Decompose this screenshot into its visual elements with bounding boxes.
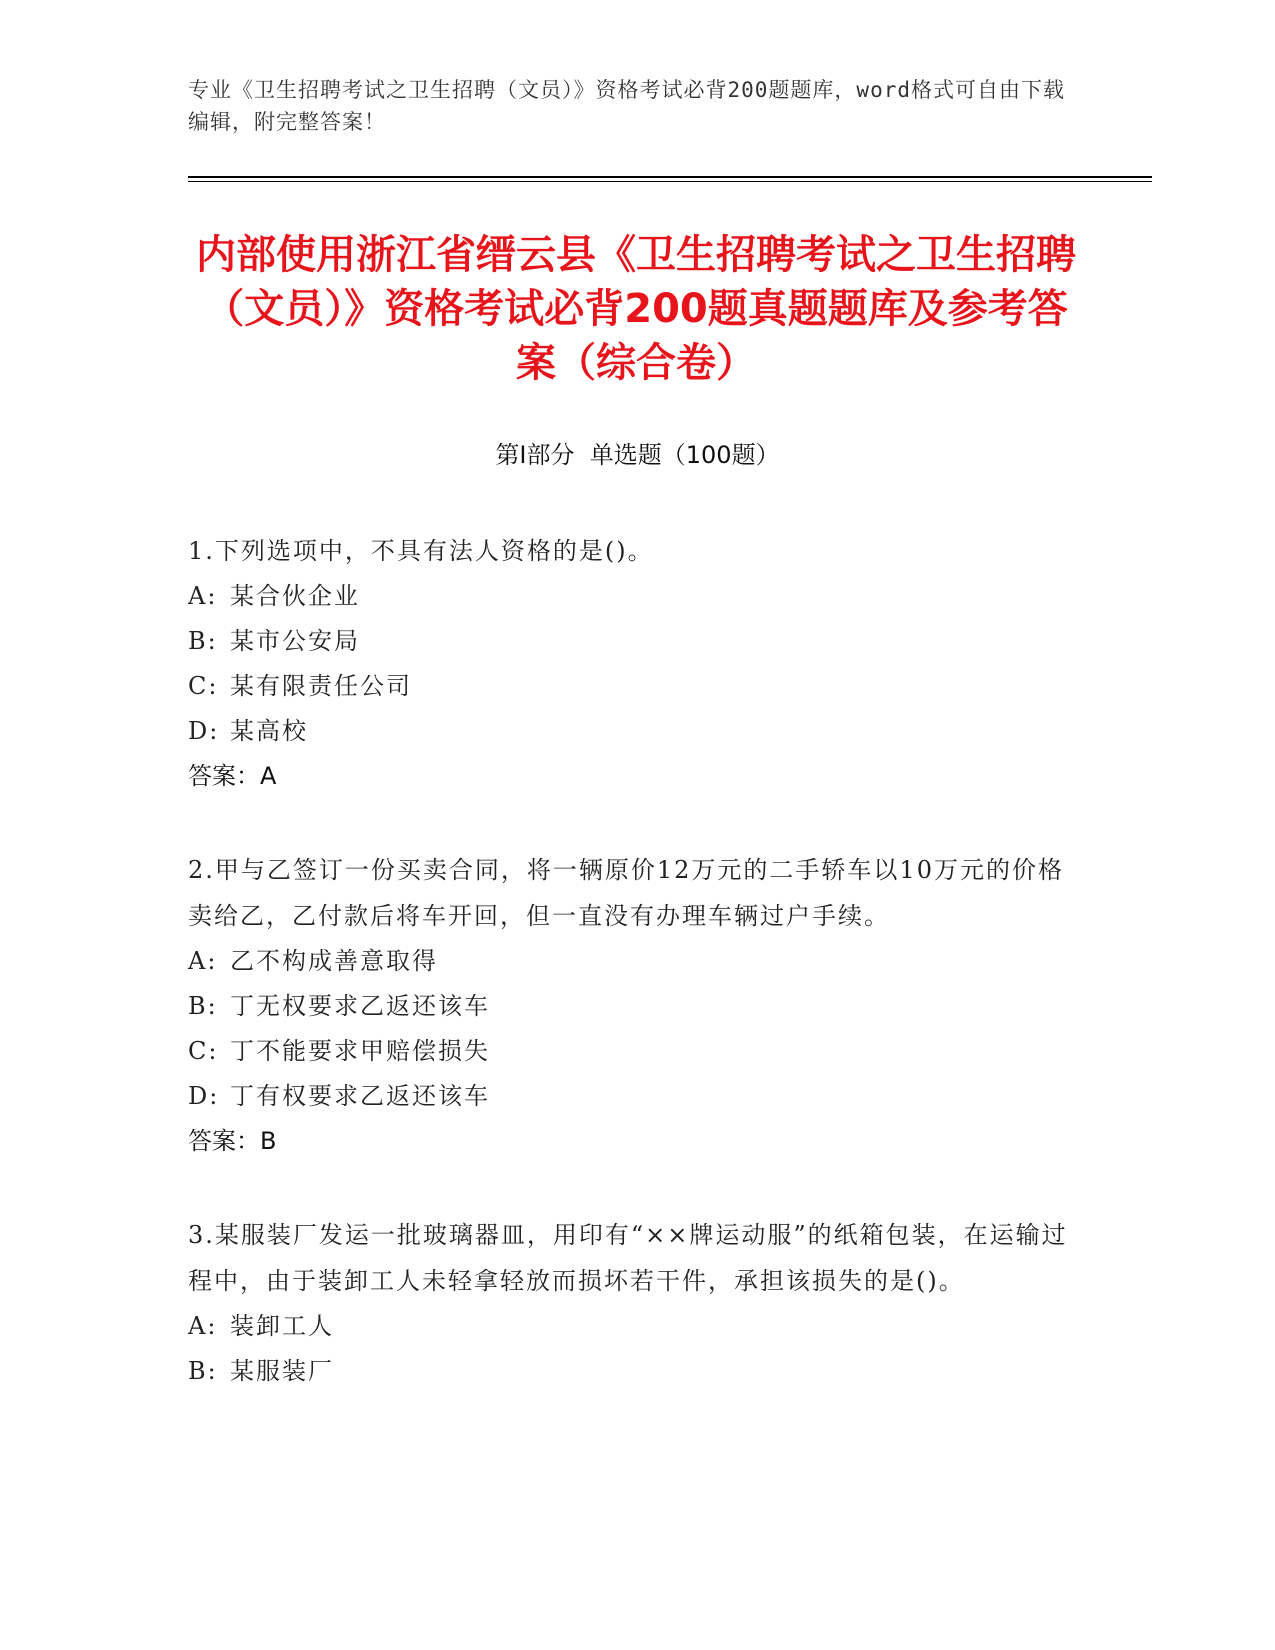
- question-stem: 3.某服装厂发运一批玻璃器皿，用印有“××牌运动服”的纸箱包装，在运输过程中，由于装卸工人未轻拿轻放而损坏若干件，承担该损失的是()。: [188, 1221, 1068, 1295]
- option-key: B:: [188, 1357, 218, 1385]
- option-key: C:: [188, 1037, 219, 1065]
- option-c: [188, 1029, 1068, 1074]
- question-list: [188, 528, 1068, 1442]
- option-b: [188, 1349, 1068, 1394]
- option-b: [188, 619, 1068, 664]
- header-divider-thick: [188, 176, 1152, 178]
- option-text: 丁不能要求甲赔偿损失: [230, 1037, 490, 1065]
- option-key: D:: [188, 1082, 220, 1110]
- question-2: [188, 847, 1068, 1164]
- answer-prefix: 答案：: [188, 1127, 260, 1155]
- option-a: [188, 574, 1068, 619]
- option-text: 某有限责任公司: [230, 672, 412, 700]
- section-name: 单选题（100题）: [589, 441, 780, 469]
- option-key: C:: [188, 672, 219, 700]
- option-d: [188, 709, 1068, 754]
- option-text: 丁有权要求乙返还该车: [230, 1082, 490, 1110]
- answer-line: [188, 754, 1068, 799]
- option-text: 某合伙企业: [230, 582, 360, 610]
- option-text: 装卸工人: [230, 1312, 334, 1340]
- question-stem: 1.下列选项中，不具有法人资格的是()。: [188, 537, 654, 565]
- option-text: 某高校: [230, 717, 308, 745]
- option-key: A:: [188, 1312, 218, 1340]
- question-stem: 2.甲与乙签订一份买卖合同，将一辆原价12万元的二手轿车以10万元的价格卖给乙，乙付款后将车开回，但一直没有办理车辆过户手续。: [188, 856, 1064, 930]
- option-text: 某市公安局: [230, 627, 360, 655]
- option-key: B:: [188, 627, 218, 655]
- option-b: [188, 984, 1068, 1029]
- header-note: 专业《卫生招聘考试之卫生招聘（文员）》资格考试必背200题题库，word格式可自由下载编辑，附完整答案！: [188, 78, 1065, 134]
- option-text: 某服装厂: [230, 1357, 334, 1385]
- option-key: B:: [188, 992, 218, 1020]
- section-label: 第Ⅰ部分: [495, 441, 575, 469]
- option-text: 丁无权要求乙返还该车: [230, 992, 490, 1020]
- answer-line: [188, 1119, 1068, 1164]
- option-a: [188, 939, 1068, 984]
- header-divider-thin: [188, 181, 1152, 182]
- option-c: [188, 664, 1068, 709]
- question-3: [188, 1212, 1068, 1394]
- answer-prefix: 答案：: [188, 762, 260, 790]
- option-text: 乙不构成善意取得: [230, 947, 438, 975]
- answer-value: B: [260, 1127, 277, 1155]
- option-key: D:: [188, 717, 220, 745]
- option-key: A:: [188, 947, 218, 975]
- question-1: [188, 528, 1068, 799]
- option-a: [188, 1304, 1068, 1349]
- option-key: A:: [188, 582, 218, 610]
- document-title: 内部使用浙江省缙云县《卫生招聘考试之卫生招聘（文员）》资格考试必背200题真题题库及参考答案（综合卷）: [196, 232, 1076, 386]
- option-d: [188, 1074, 1068, 1119]
- section-heading: [0, 438, 1275, 472]
- answer-value: A: [260, 762, 277, 790]
